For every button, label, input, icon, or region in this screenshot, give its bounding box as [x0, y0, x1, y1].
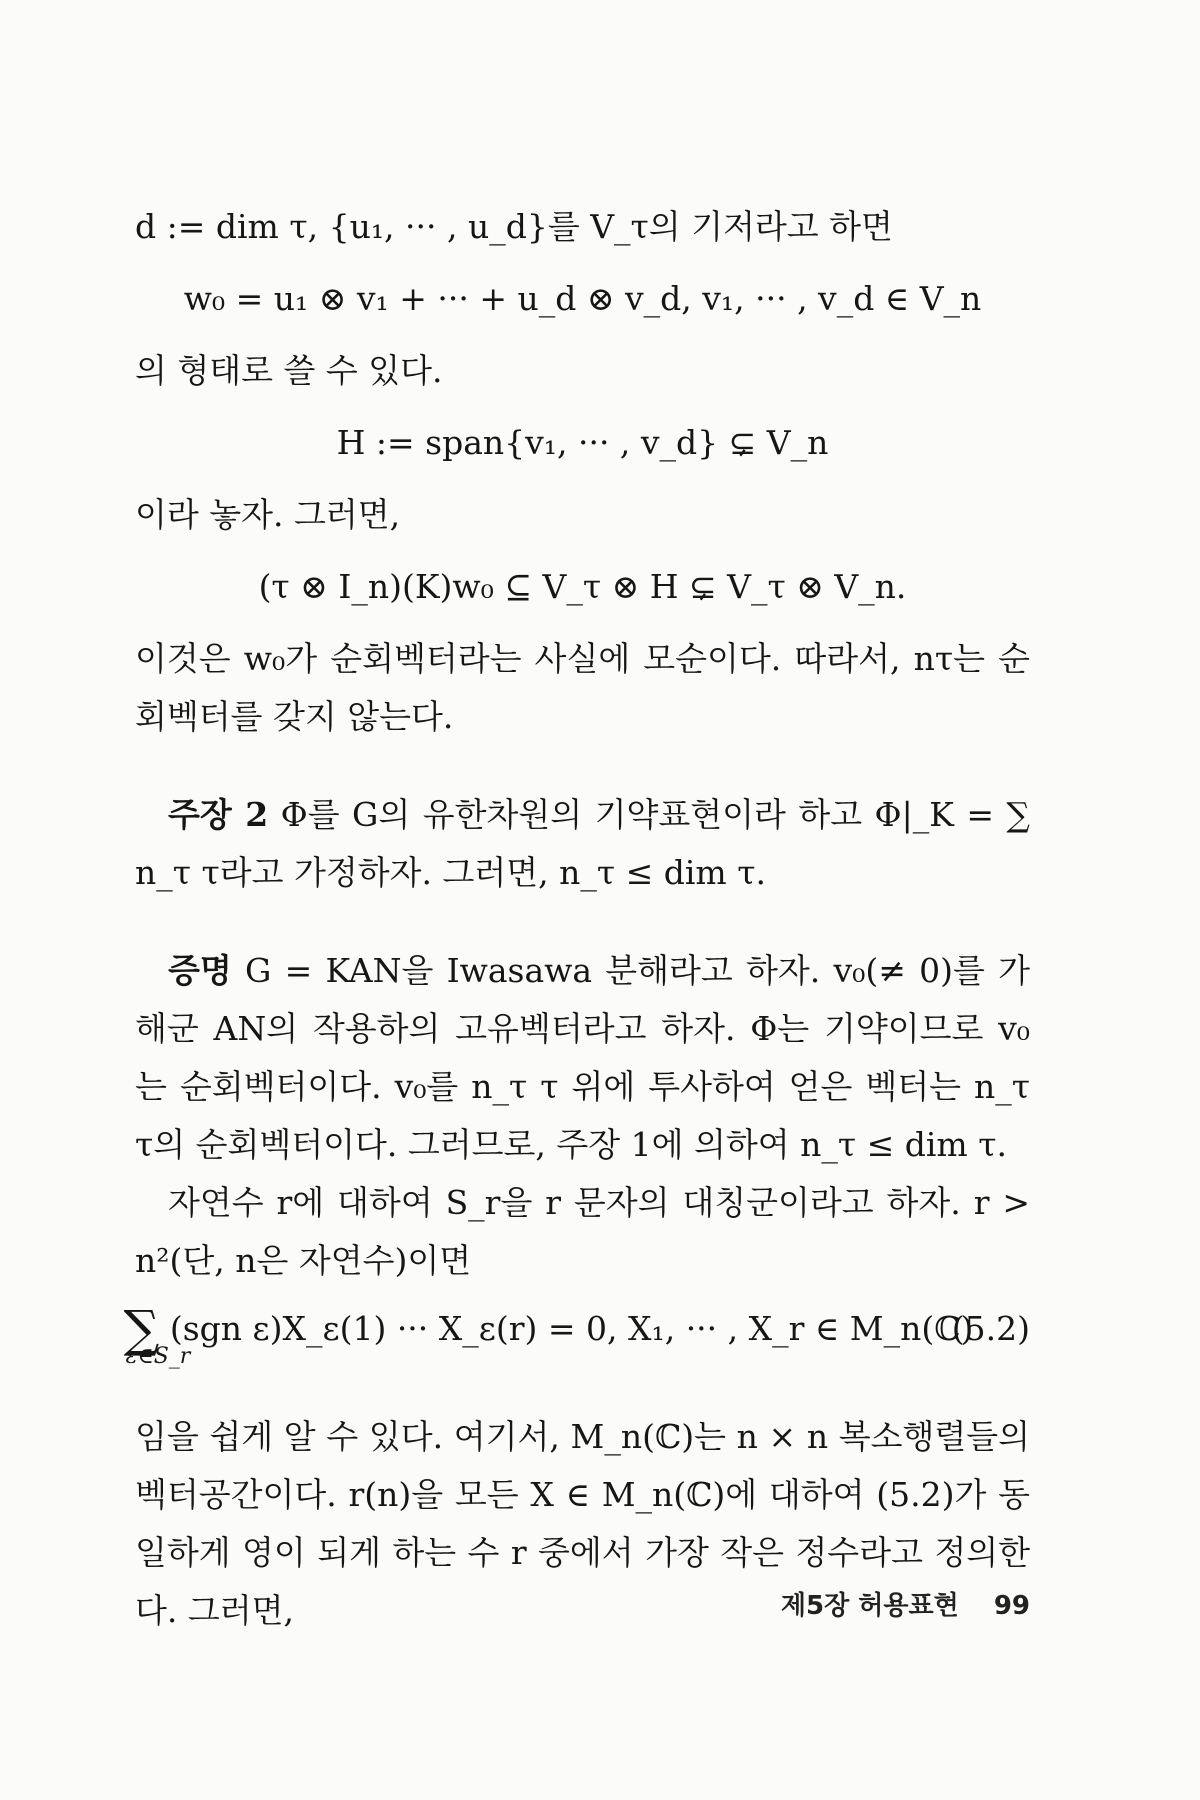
paragraph-then: 이라 놓자. 그러면,	[135, 495, 401, 534]
claim-text: Φ를 G의 유한차원의 기약표현이라 하고 Φ|_K = ∑ n_τ τ라고 가정하자. 그러면, n_τ ≤ dim τ.	[135, 795, 1030, 892]
paragraph-contradiction: 이것은 w₀가 순회벡터라는 사실에 모순이다. 따라서, nτ는 순회벡터를 갖지 않는다.	[135, 639, 1030, 736]
proof-text: G = KAN을 Iwasawa 분해라고 하자. v₀(≠ 0)를 가해군 AN의 작용하의 고유벡터라고 하자. Φ는 기약이므로 v₀는 순회벡터이다. v₀를 n_τ τ 위에 투사하여 얻은 벡터는 n_τ τ의 순회벡터이다. 그러므로, 주장 1에 의하여 n_τ ≤ dim τ.	[135, 951, 1030, 1164]
equation-w0: w₀ = u₁ ⊗ v₁ + ··· + u_d ⊗ v_d, v₁, ··· , v_d ∈ V_n	[183, 279, 982, 318]
claim-2	[135, 786, 1030, 902]
paragraph-symmetric-group: 자연수 r에 대하여 S_r을 r 문자의 대칭군이라고 하자. r > n²(단, n은 자연수)이면	[135, 1183, 1030, 1280]
equation-number: (5.2)	[951, 1309, 1030, 1348]
sum-operator	[123, 1300, 191, 1369]
equation-inclusion: (τ ⊗ I_n)(K)w₀ ⊆ V_τ ⊗ H ⊊ V_τ ⊗ V_n.	[258, 567, 907, 606]
proof	[135, 942, 1030, 1174]
paragraph-definition: 임을 쉽게 알 수 있다. 여기서, M_n(ℂ)는 n × n 복소행렬들의 벡터공간이다. r(n)을 모든 X ∈ M_n(ℂ)에 대하여 (5.2)가 동일하게 영이 되게 하는 수 r 중에서 가장 작은 정수라고 정의한다. 그러면,	[135, 1417, 1030, 1630]
spacer	[135, 746, 1030, 786]
sum-symbol: ∑	[123, 1300, 160, 1358]
proof-label: 증명	[168, 951, 232, 990]
sum-subscript: ε∈S_r	[125, 1344, 191, 1369]
claim-label: 주장 2	[168, 795, 269, 834]
equation-5-2-body	[123, 1300, 974, 1369]
paragraph-form: 의 형태로 쓸 수 있다.	[135, 351, 443, 390]
equation-5-2	[123, 1300, 1030, 1390]
chapter-title: 제5장 허용표현	[780, 1591, 959, 1621]
page-number: 99	[993, 1591, 1030, 1621]
paragraph-basis: d := dim τ, {u₁, ··· , u_d}를 V_τ의 기저라고 하면	[135, 207, 893, 246]
equation-5-2-expression: (sgn ε)X_ε(1) ··· X_ε(r) = 0, X₁, ··· , X_r ∈ M_n(ℂ)	[169, 1309, 974, 1348]
page-footer	[781, 1585, 1030, 1622]
equation-span-h: H := span{v₁, ··· , v_d} ⊊ V_n	[336, 423, 829, 462]
spacer	[135, 902, 1030, 942]
text-column	[123, 198, 1030, 1640]
